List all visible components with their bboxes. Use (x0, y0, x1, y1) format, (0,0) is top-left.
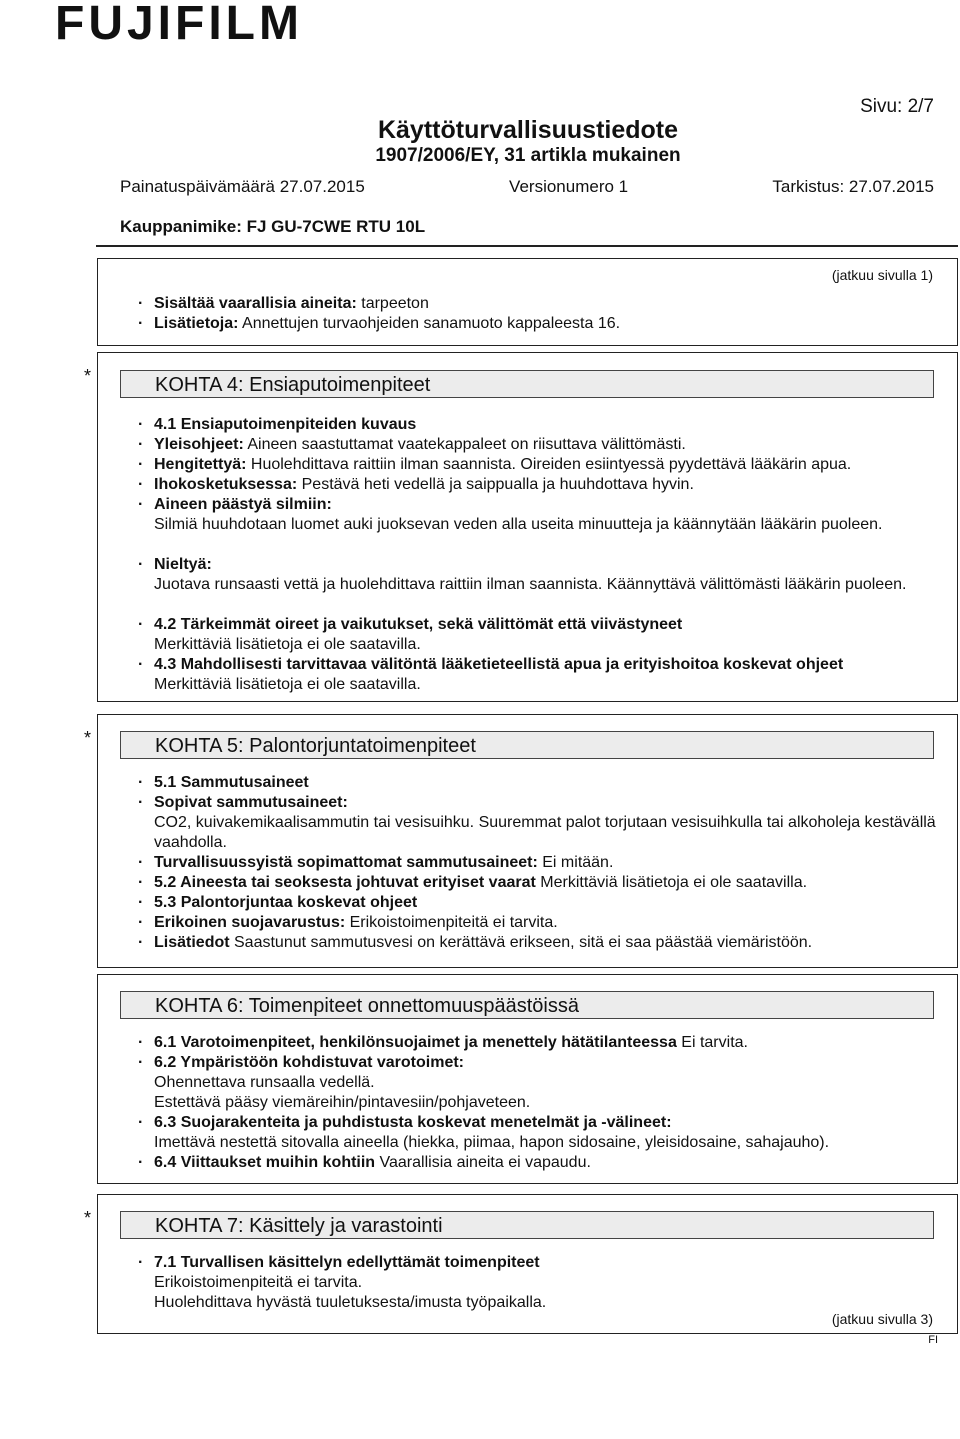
section-7-title: KOHTA 7: Käsittely ja varastointi (120, 1211, 934, 1239)
s6-2-text-2: Estettävä pääsy viemäreihin/pintavesiin/pohjaveteen. (154, 1094, 531, 1111)
s5-1-line: · 5.1 Sammutusaineet (138, 774, 309, 791)
continued-to-note: (jatkuu sivulla 3) (831, 1311, 933, 1327)
s7-1-line: · 7.1 Turvallisen käsittelyn edellyttämät toimenpiteet (138, 1254, 540, 1271)
s4-swallow-text: Juotava runsaasti vettä ja huolehdittava raittiin ilman saannista. Käännyttävä välittömästi lääkärin puoleen. (154, 576, 907, 593)
header-divider (96, 245, 958, 247)
s4-eye-text: Silmiä huuhdotaan luomet auki juoksevan veden alla useita minuutteja ja käännytään lääkärin puoleen. (154, 516, 883, 533)
section-5-title: KOHTA 5: Palontorjuntatoimenpiteet (120, 731, 934, 759)
section-5 (97, 714, 958, 968)
s4-3-line: · 4.3 Mahdollisesti tarvittavaa välitöntä lääketieteellistä apua ja erityishoitoa koskevat ohjeet (138, 656, 844, 673)
s5-suitable-text: CO2, kuivakemikaalisammutin tai vesisuihku. Suuremmat palot torjutaan vesisuihkulla tai alkoholeja kestävällä vaahdolla. (154, 814, 936, 851)
s4-2-text: Merkittäviä lisätietoja ei ole saatavilla. (154, 636, 421, 653)
section-6 (97, 974, 958, 1184)
s6-3-text: Imettävä nestettä sitovalla aineella (hiekka, piimaa, hapon sidosaine, yleisidosaine, sahajauho). (154, 1134, 830, 1151)
continued-from-note: (jatkuu sivulla 1) (831, 267, 933, 283)
section-4-title: KOHTA 4: Ensiaputoimenpiteet (120, 370, 934, 398)
s6-2-line: · 6.2 Ympäristöön kohdistuvat varotoimet: (138, 1054, 464, 1071)
s4-swallow-heading: · Nieltyä: (138, 556, 212, 573)
section-4 (97, 352, 958, 702)
s5-unsuitable-line: · Turvallisuussyistä sopimattomat sammutusaineet: Ei mitään. (138, 854, 614, 871)
s4-eye-heading: · Aineen päästyä silmiin: (138, 496, 332, 513)
version-number: Versionumero 1 (509, 177, 629, 196)
change-marker: * (84, 728, 92, 748)
s7-1-text-2: Huolehdittava hyvästä tuuletuksesta/imusta työpaikalla. (154, 1294, 547, 1311)
s5-2-line: · 5.2 Aineesta tai seoksesta johtuvat erityiset vaarat Merkittäviä lisätietoja ei ole saatavilla. (138, 874, 808, 891)
s5-3-line: · 5.3 Palontorjuntaa koskevat ohjeet (138, 894, 418, 911)
s4-general-line: · Yleisohjeet: Aineen saastuttamat vaatekappaleet on riisuttava välittömästi. (138, 436, 686, 453)
print-date: Painatuspäivämäärä 27.07.2015 (120, 177, 365, 196)
document-subtitle: 1907/2006/EY, 31 artikla mukainen (375, 145, 681, 166)
s6-2-text-1: Ohennettava runsaalla vedellä. (154, 1074, 375, 1091)
document-title: Käyttöturvallisuustiedote (377, 116, 679, 144)
s4-1-line: · 4.1 Ensiaputoimenpiteiden kuvaus (138, 416, 417, 433)
s4-2-line: · 4.2 Tärkeimmät oireet ja vaikutukset, sekä välittömät että viivästyneet (138, 616, 683, 633)
change-marker: * (84, 1208, 92, 1228)
revision-date: Tarkistus: 27.07.2015 (772, 177, 934, 196)
s5-suitable-heading: · Sopivat sammutusaineet: (138, 794, 348, 811)
s4-inhalation-line: · Hengitettyä: Huolehdittava raittiin ilman saannista. Oireiden esiintyessä pyydettävä lääkärin apua. (138, 456, 852, 473)
s4-skin-line: · Ihokosketuksessa: Pestävä heti vedellä ja saippualla ja huuhdottava hyvin. (138, 476, 694, 493)
additional-info-line: · Lisätietoja: Annettujen turvaohjeiden sanamuoto kappaleesta 16. (138, 315, 621, 332)
section-6-title: KOHTA 6: Toimenpiteet onnettomuuspäästöissä (120, 991, 934, 1019)
s6-3-line: · 6.3 Suojarakenteita ja puhdistusta koskevat menetelmät ja -välineet: (138, 1114, 672, 1131)
language-code: FI (928, 1334, 938, 1346)
fujifilm-logo: FUJIFILM (55, 0, 303, 50)
s5-extra-line: · Lisätiedot Saastunut sammutusvesi on kerättävä erikseen, sitä ei saa päästää viemäristöön. (138, 934, 813, 951)
trade-name: Kauppanimike: FJ GU-7CWE RTU 10L (120, 217, 426, 236)
s6-1-line: · 6.1 Varotoimenpiteet, henkilönsuojaimet ja menettely hätätilanteessa Ei tarvita. (138, 1034, 748, 1051)
s5-ppe-line: · Erikoinen suojavarustus: Erikoistoimenpiteitä ei tarvita. (138, 914, 558, 931)
s6-4-line: · 6.4 Viittaukset muihin kohtiin Vaarallisia aineita ei vapaudu. (138, 1154, 591, 1171)
s7-1-text-1: Erikoistoimenpiteitä ei tarvita. (154, 1274, 363, 1291)
continuation-block (97, 258, 958, 346)
s4-3-text: Merkittäviä lisätietoja ei ole saatavilla. (154, 676, 421, 693)
section-7 (97, 1194, 958, 1334)
hazardous-substances-line: · Sisältää vaarallisia aineita: tarpeeton (138, 295, 429, 312)
page-number: Sivu: 2/7 (860, 96, 934, 117)
meta-row (120, 177, 934, 197)
change-marker: * (84, 366, 92, 386)
